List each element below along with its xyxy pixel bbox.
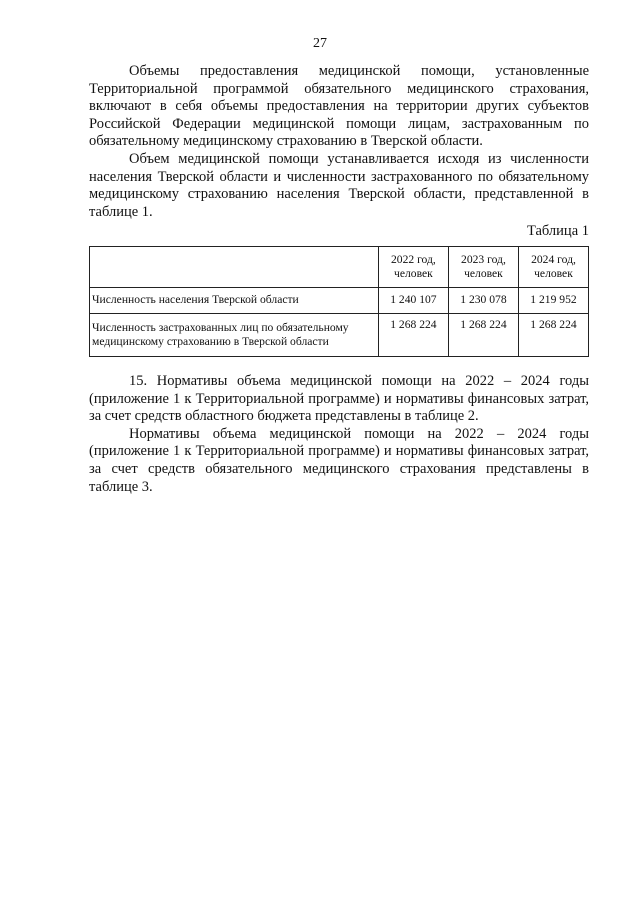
- cell-insured-2022: 1 268 224: [378, 313, 448, 356]
- cell-insured-2024: 1 268 224: [518, 313, 588, 356]
- table-header-empty-cell: [90, 246, 379, 287]
- page-number: 27: [313, 36, 327, 51]
- population-table: [89, 246, 589, 357]
- paragraph-volumes: Объемы предоставления медицинской помощи, установленные Территориальной программой обязательного медицинского страхования, включают в себя объемы предоставления на территории других субъектов Российской Федерации медицинской помощи лицам, застрахованным по обязательному медицинскому страхованию в Тверской области.: [89, 63, 589, 150]
- table-row: [90, 287, 589, 313]
- row-label-insured: Численность застрахованных лиц по обязательному медицинскому страхованию в Тверской области: [90, 313, 379, 356]
- cell-population-2023: 1 230 078: [448, 287, 518, 313]
- paragraph-section-15: 15. Нормативы объема медицинской помощи на 2022 – 2024 годы (приложение 1 к Территориальной программе) и нормативы финансовых затрат, за счет средств областного бюджета представлены в таблице 2.: [89, 372, 589, 425]
- table-row: [90, 313, 589, 356]
- paragraph-population-basis: Объем медицинской помощи устанавливается исходя из численности населения Тверской области и численности застрахованного по обязательному медицинскому страхованию населения Тверской области, представленной в таблице 1.: [89, 150, 589, 220]
- table-header-2022: 2022 год, человек: [378, 246, 448, 287]
- cell-population-2024: 1 219 952: [518, 287, 588, 313]
- cell-population-2022: 1 240 107: [378, 287, 448, 313]
- row-label-population: Численность населения Тверской области: [90, 287, 379, 313]
- table-header-2023: 2023 год, человек: [448, 246, 518, 287]
- document-body: [89, 63, 589, 496]
- table-caption: Таблица 1: [526, 223, 589, 240]
- table-header-2024: 2024 год, человек: [518, 246, 588, 287]
- post-table-section: [89, 373, 589, 496]
- paragraph-oms-normatives: Нормативы объема медицинской помощи на 2022 – 2024 годы (приложение 1 к Территориальной программе) и нормативы финансовых затрат, за счет средств обязательного медицинского страхования представлены в таблице 3.: [89, 425, 589, 495]
- cell-insured-2023: 1 268 224: [448, 313, 518, 356]
- table-header-row: [90, 246, 589, 287]
